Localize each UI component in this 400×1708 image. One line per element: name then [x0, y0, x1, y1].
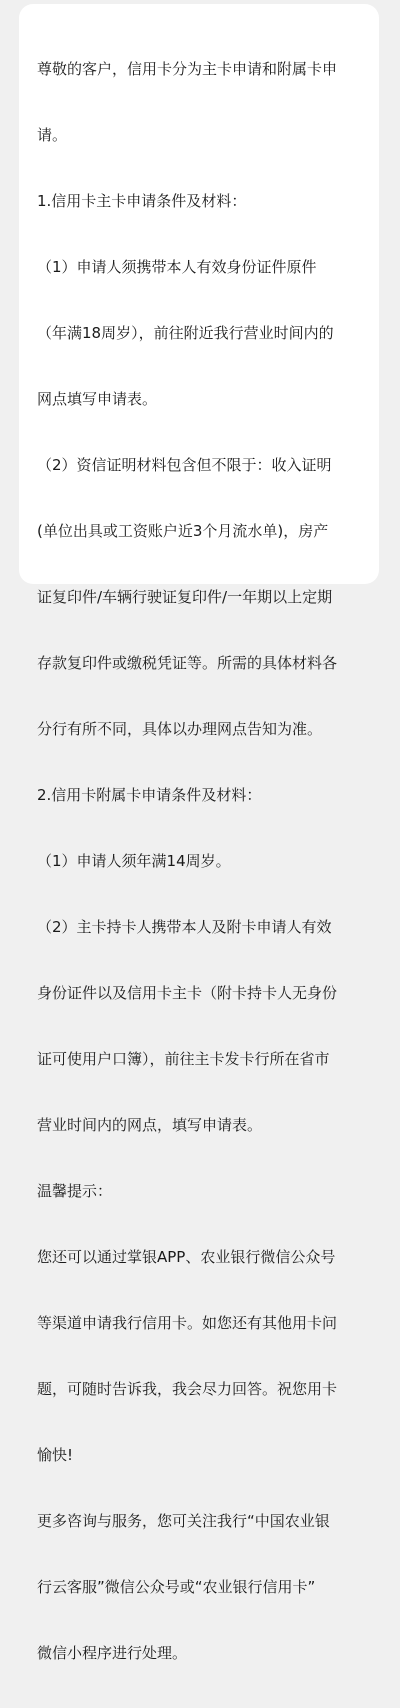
- message-line: 行云客服”微信公众号或“农业银行信用卡”: [37, 1578, 316, 1596]
- message-line: 分行有所不同，具体以办理网点告知为准。: [37, 720, 323, 738]
- message-line: 温馨提示：: [37, 1182, 113, 1200]
- message-text: [37, 14, 369, 1708]
- message-line: （2）资信证明材料包含但不限于：收入证明: [37, 456, 332, 474]
- message-line: （1）申请人须携带本人有效身份证件原件: [37, 258, 317, 276]
- message-line: 身份证件以及信用卡主卡（附卡持卡人无身份: [37, 984, 338, 1002]
- message-line: 2.信用卡附属卡申请条件及材料：: [37, 786, 262, 804]
- message-line: 证复印件/车辆行驶证复印件/一年期以上定期: [37, 588, 333, 606]
- message-line: 尊敬的客户，信用卡分为主卡申请和附属卡申: [37, 60, 338, 78]
- message-line: 愉快!: [37, 1446, 74, 1464]
- message-line: 请。: [37, 126, 68, 144]
- message-line: （年满18周岁），前往附近我行营业时间内的: [37, 324, 334, 342]
- message-line: 营业时间内的网点，填写申请表。: [37, 1116, 263, 1134]
- message-line: 等渠道申请我行信用卡。如您还有其他用卡问: [37, 1314, 338, 1332]
- message-line: 更多咨询与服务，您可关注我行“中国农业银: [37, 1512, 330, 1530]
- message-line: 1.信用卡主卡申请条件及材料：: [37, 192, 247, 210]
- chat-message-bubble: [19, 4, 379, 1662]
- message-line: 证可使用户口簿），前往主卡发卡行所在省市: [37, 1050, 330, 1068]
- message-line: (单位出具或工资账户近3个月流水单)，房产: [37, 522, 329, 540]
- message-line: （2）主卡持卡人携带本人及附卡申请人有效: [37, 918, 332, 936]
- message-line: （1）申请人须年满14周岁。: [37, 852, 231, 870]
- message-line: 您还可以通过掌银APP、农业银行微信公众号: [37, 1248, 336, 1266]
- message-line: 微信小程序进行处理。: [37, 1644, 188, 1662]
- message-line: 网点填写申请表。: [37, 390, 158, 408]
- message-line: 存款复印件或缴税凭证等。所需的具体材料各: [37, 654, 338, 672]
- message-line: 题，可随时告诉我，我会尽力回答。祝您用卡: [37, 1380, 338, 1398]
